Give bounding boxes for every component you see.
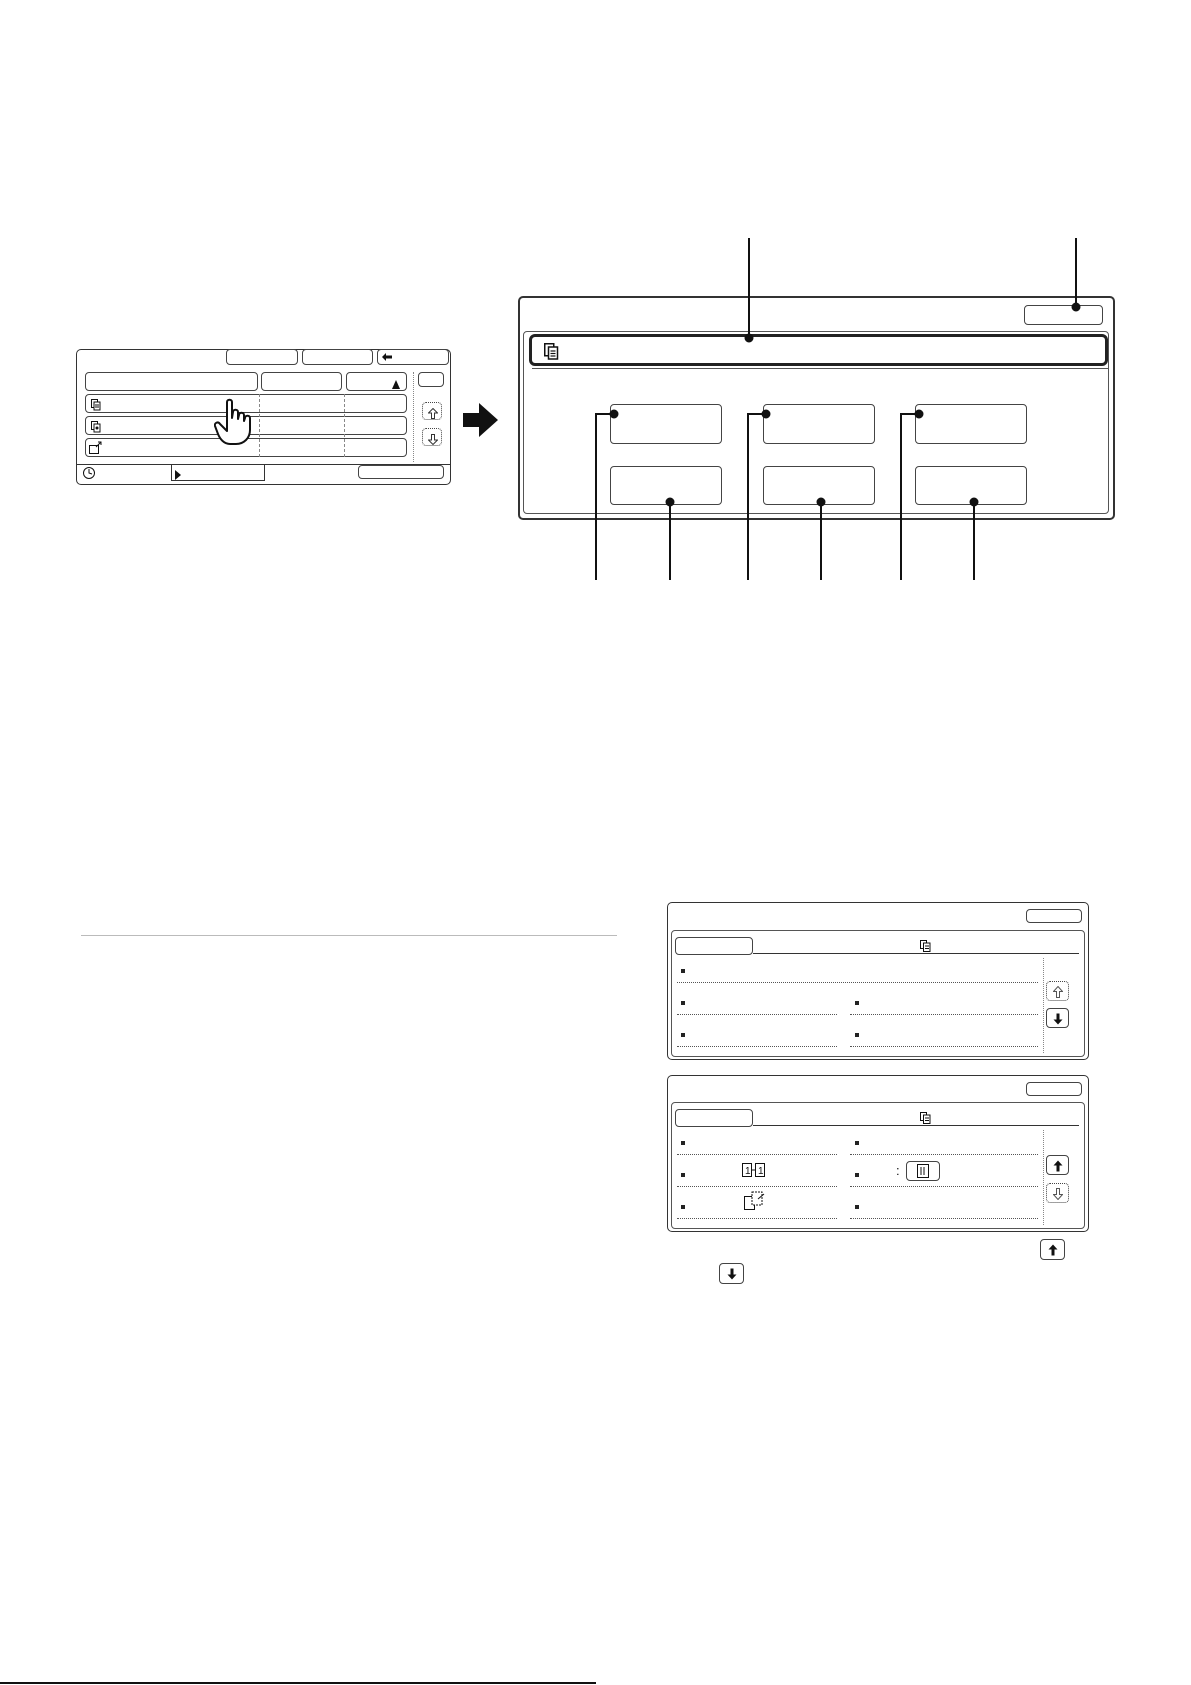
copy-job-icon [920,939,931,957]
list-item [677,962,1038,983]
arrow-down-icon [1053,1187,1063,1205]
arrow-down-icon [1053,1012,1063,1030]
svg-text:1: 1 [758,1166,764,1177]
svg-text:1: 1 [745,1166,751,1177]
footer-rule [0,1682,596,1684]
ok-button[interactable] [1026,1082,1082,1096]
list-item [850,1166,1038,1187]
list-item [677,994,837,1015]
ok-button[interactable] [1026,909,1082,923]
list-item [850,1026,1038,1047]
scroll-divider [1043,958,1044,1053]
arrow-down-icon [719,1263,744,1284]
tab-underline [753,953,1079,954]
detail-tab[interactable] [675,1109,753,1127]
scroll-up-button[interactable] [1046,981,1069,1001]
colon-separator: : [896,1163,900,1178]
section-rule [81,935,617,936]
list-item [677,1134,837,1155]
arrow-up-icon [1053,1159,1063,1177]
list-item [850,1134,1038,1155]
scroll-up-button[interactable] [1046,1155,1069,1175]
binding-icon [906,1161,940,1181]
list-item [850,994,1038,1015]
scroll-down-button[interactable] [1046,1183,1069,1203]
1-to-1-icon [742,1163,766,1182]
list-item [677,1026,837,1047]
detail-tab[interactable] [675,937,753,955]
tab-underline [753,1125,1079,1126]
list-item [850,1198,1038,1219]
scroll-divider [1043,1130,1044,1225]
arrow-up-icon [1053,985,1063,1003]
arrow-up-icon [1040,1239,1065,1260]
copy-job-icon [920,1111,931,1129]
scroll-down-button[interactable] [1046,1008,1069,1028]
overlap-pages-icon [744,1191,766,1216]
